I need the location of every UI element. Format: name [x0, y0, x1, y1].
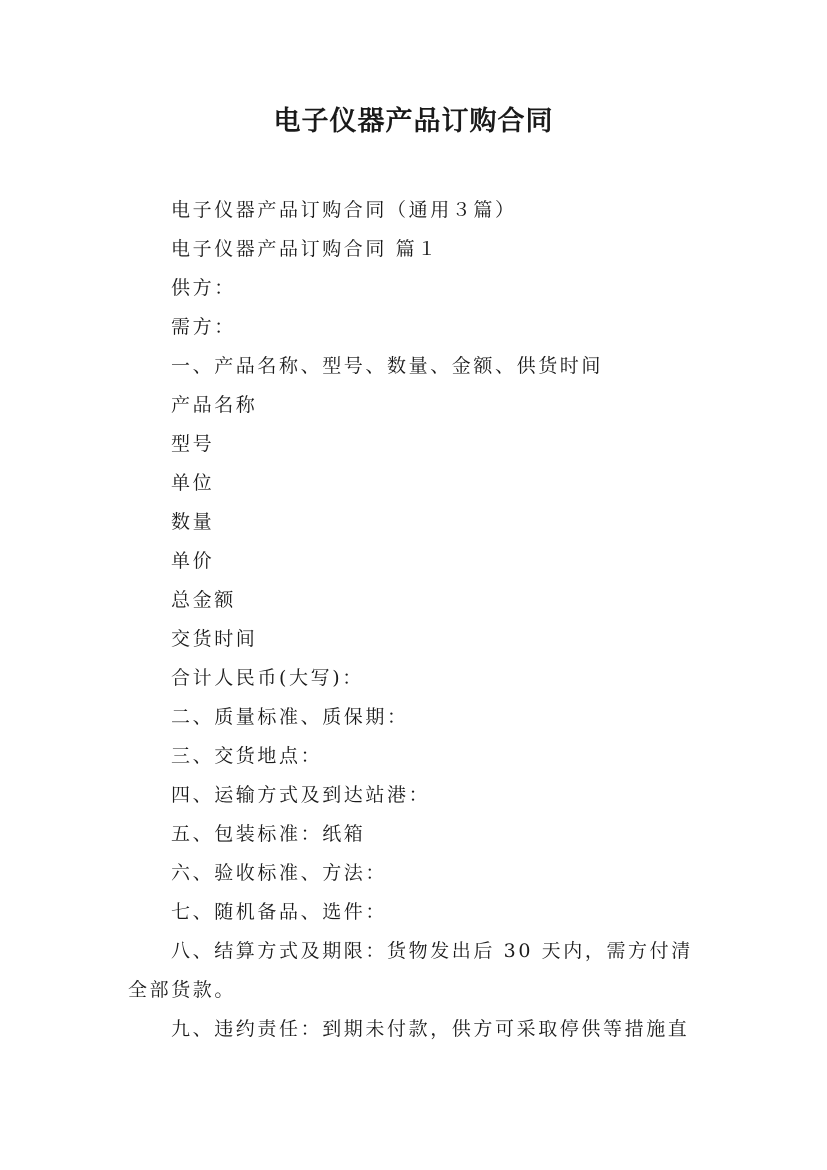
- paragraph-quantity: 数量: [171, 511, 215, 533]
- paragraph-total-rmb: 合计人民币(大写)：: [171, 667, 364, 689]
- paragraph-section-2: 二、质量标准、质保期：: [171, 706, 409, 728]
- paragraph-total-amount: 总金额: [171, 589, 236, 611]
- paragraph-unit-price: 单价: [171, 550, 215, 572]
- paragraph-model: 型号: [171, 433, 215, 455]
- paragraph-section-8: 八、结算方式及期限：货物发出后 30 天内，需方付清全部货款。: [128, 940, 693, 1001]
- document-body: [128, 191, 704, 1049]
- paragraph-supplier: 供方：: [171, 277, 236, 299]
- paragraph-section-5: 五、包装标准：纸箱: [171, 823, 366, 845]
- paragraph-section-3: 三、交货地点：: [171, 745, 323, 767]
- paragraph-buyer: 需方：: [171, 316, 236, 338]
- paragraph-section-1: 一、产品名称、型号、数量、金额、供货时间: [171, 355, 604, 377]
- paragraph-delivery-time: 交货时间: [171, 628, 258, 650]
- paragraph-section-7: 七、随机备品、选件：: [171, 901, 388, 923]
- paragraph-unit: 单位: [171, 472, 215, 494]
- paragraph-chapter-heading: 电子仪器产品订购合同 篇１: [171, 238, 439, 260]
- paragraph-section-9: 九、违约责任：到期未付款，供方可采取停供等措施直: [171, 1018, 690, 1040]
- document-title: 电子仪器产品订购合同: [273, 106, 554, 137]
- paragraph-subtitle: 电子仪器产品订购合同（通用３篇）: [171, 199, 517, 221]
- paragraph-product-name: 产品名称: [171, 394, 258, 416]
- paragraph-section-6: 六、验收标准、方法：: [171, 862, 388, 884]
- paragraph-section-4: 四、运输方式及到达站港：: [171, 784, 431, 806]
